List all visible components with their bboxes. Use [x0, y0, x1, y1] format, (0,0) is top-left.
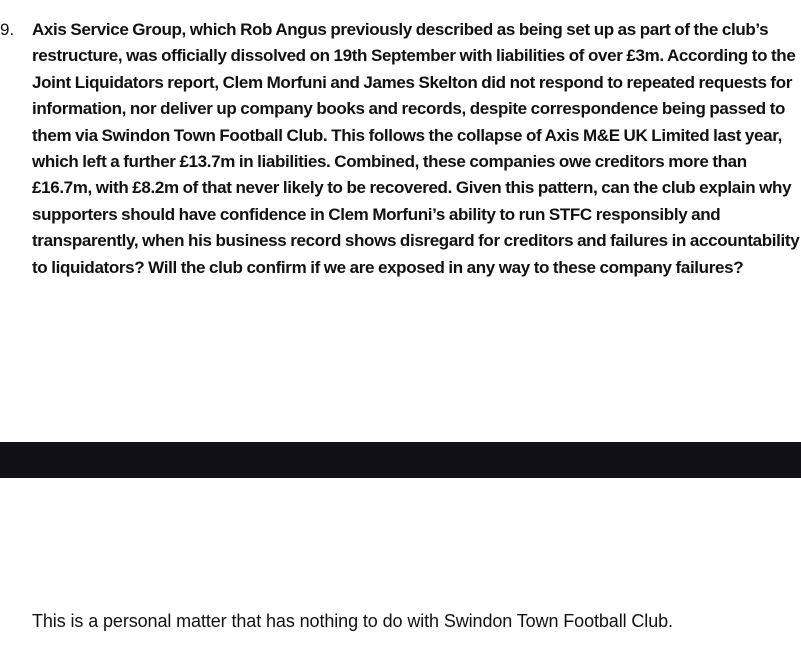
question-number: 9. [0, 20, 15, 39]
question-block [0, 17, 801, 281]
answer-text: This is a personal matter that has nothing to do with Swindon Town Football Club. [32, 611, 673, 631]
divider-bar [0, 442, 801, 478]
question-text: Axis Service Group, which Rob Angus previously described as being set up as part of the club’s restructure, was officially dissolved on 19th September with liabilities of over £3m. According to the Joint Liquidators report, Clem Morfuni and James Skelton did not respond to repeated requests for information, nor deliver up company books and records, despite correspondence being passed to them via Swindon Town Football Club. This follows the collapse of Axis M&E UK Limited last year, which left a further £13.7m in liabilities. Combined, these companies owe creditors more than £16.7m, with £8.2m of that never likely to be recovered. Given this pattern, can the club explain why supporters should have confidence in Clem Morfuni’s ability to run STFC responsibly and transparently, when his business record shows disregard for creditors and failures in accountability to liquidators? Will the club confirm if we are exposed in any way to these company failures? [32, 20, 800, 277]
